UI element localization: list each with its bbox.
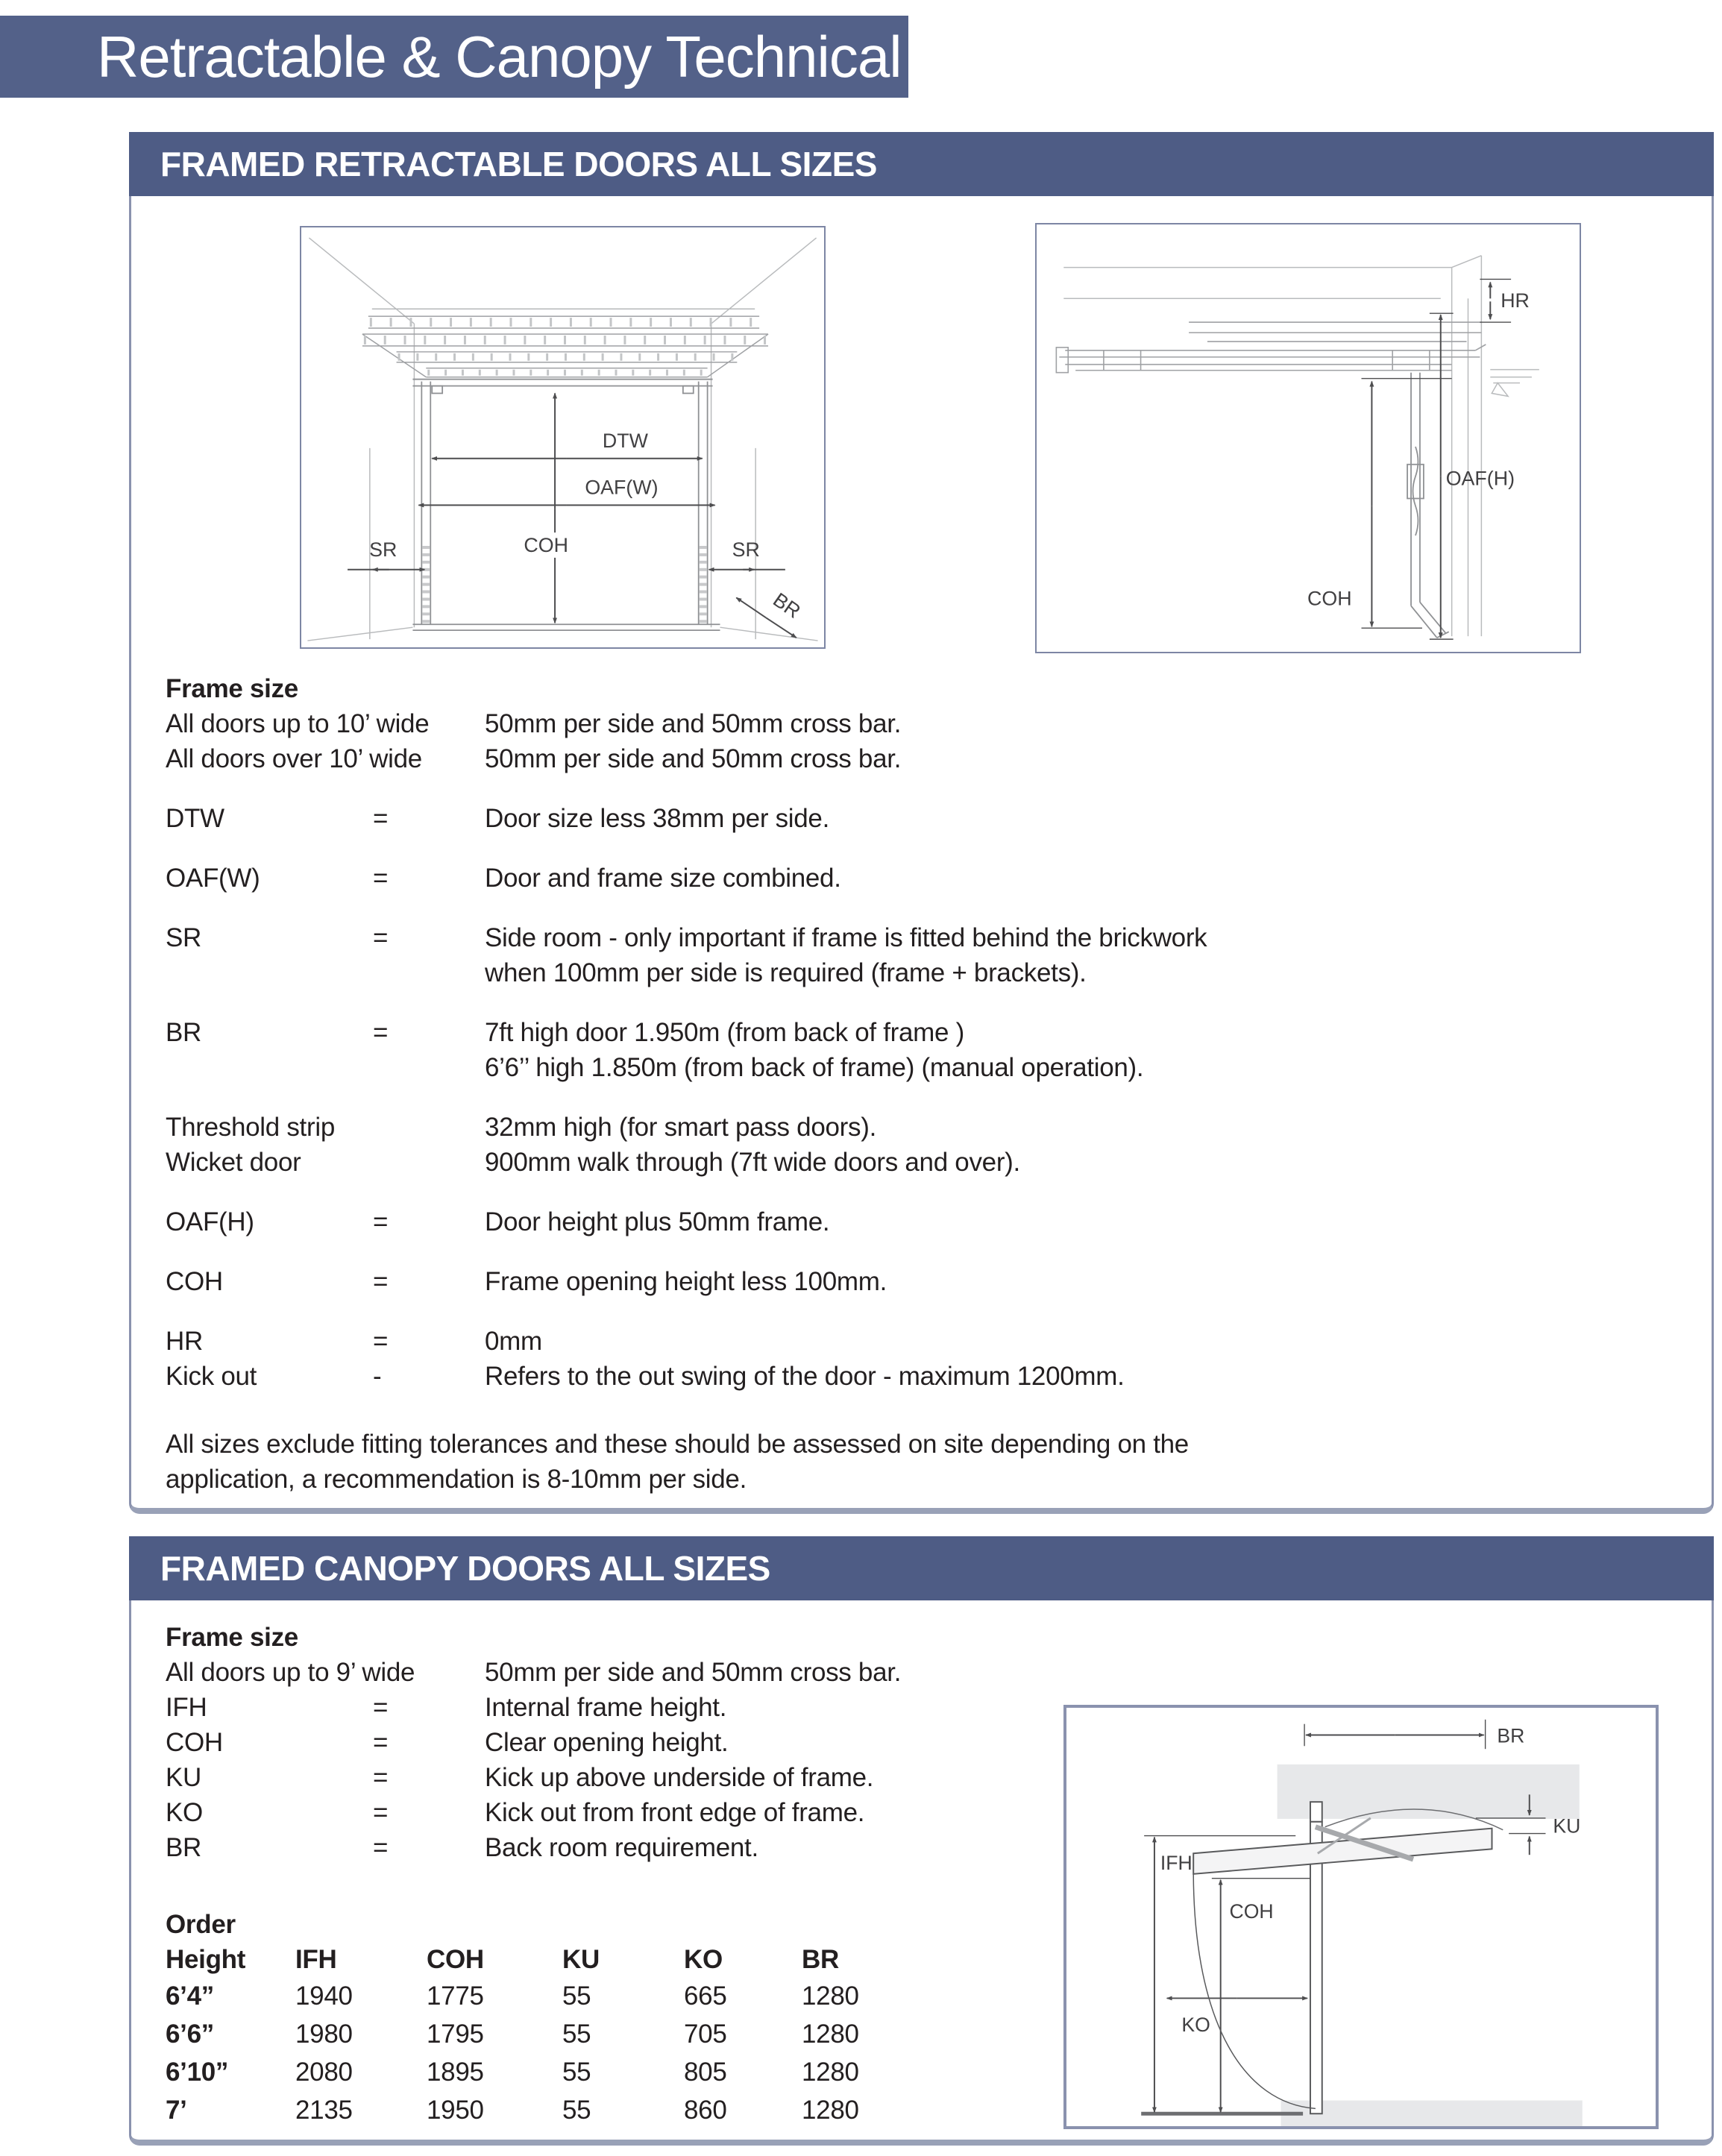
cell-br: 1280 (802, 2096, 859, 2125)
retractable-front-diagram (300, 226, 826, 649)
def-desc: Side room - only important if frame is fitted behind the brickwork (485, 923, 1207, 952)
row-height-label: 6’6” (166, 2020, 214, 2049)
canopy-section-header: FRAMED CANOPY DOORS ALL SIZES (129, 1536, 1714, 1600)
definition-group-sr (166, 920, 1627, 990)
cell-ifh: 1980 (295, 2020, 353, 2049)
def-eq: = (373, 923, 389, 952)
definition-row (166, 861, 1627, 896)
def-term: IFH (166, 1693, 207, 1722)
def-desc: Frame opening height less 100mm. (485, 1267, 887, 1296)
frame-size-row (166, 1655, 1053, 1690)
sr-right-label: SR (732, 538, 760, 561)
def-term: KU (166, 1763, 202, 1792)
definition-group-dtw (166, 801, 1627, 836)
retractable-side-diagram (1035, 223, 1581, 653)
coh-front-label: COH (524, 533, 568, 556)
order-table-header-row (166, 1907, 1053, 1977)
floor-block (1281, 2100, 1583, 2126)
def-eq: = (373, 1207, 389, 1236)
br-dimension (1304, 1720, 1486, 1749)
ifh-label: IFH (1160, 1851, 1192, 1874)
def-eq (373, 1145, 485, 1180)
row-height-label: 6’10” (166, 2058, 229, 2087)
def-eq: = (373, 864, 389, 893)
def-eq: = (373, 1833, 389, 1862)
def-term: Kick out (166, 1362, 257, 1391)
col-header-ko: KO (684, 1945, 723, 1974)
room-perspective-lines (307, 238, 817, 641)
definition-group-oafw (166, 861, 1627, 896)
frame-size-term: All doors up to 10’ wide (166, 709, 430, 738)
cell-ku: 55 (562, 2020, 591, 2049)
col-header-ifh: IFH (295, 1945, 337, 1974)
definition-group-br (166, 1015, 1627, 1085)
definition-row (166, 1204, 1627, 1239)
cell-ko: 705 (684, 2020, 727, 2049)
def-eq (373, 1110, 485, 1145)
track-assembly-side (1056, 322, 1486, 373)
def-eq: - (373, 1362, 382, 1391)
cell-ko: 805 (684, 2058, 727, 2087)
def-desc: Clear opening height. (485, 1728, 729, 1757)
page-title: Retractable & Canopy Technical (97, 23, 902, 89)
cell-br: 1280 (802, 2058, 859, 2087)
row-height-label: 6’4” (166, 1981, 214, 2011)
def-term: COH (166, 1728, 223, 1757)
definition-group-coh (166, 1264, 1627, 1299)
definition-row (166, 1795, 1053, 1830)
def-term: BR (166, 1018, 202, 1047)
def-term: COH (166, 1267, 223, 1296)
definition-row (166, 1015, 1627, 1050)
def-eq: = (373, 804, 389, 833)
def-term: Wicket door (166, 1148, 301, 1177)
coh-canopy-label: COH (1229, 1899, 1274, 1923)
order-height-table (166, 1907, 1053, 2129)
def-eq: = (373, 1693, 389, 1722)
table-row (166, 2091, 1053, 2129)
frame-size-row (166, 741, 1627, 776)
canopy-panel (129, 1536, 1714, 2146)
definition-row (166, 1050, 1627, 1085)
cell-ko: 665 (684, 1981, 727, 2011)
definition-row (166, 801, 1627, 836)
def-term: DTW (166, 804, 224, 833)
dimension-arrows-front (348, 393, 796, 638)
definition-row (166, 1145, 1627, 1180)
frame-size-desc: 50mm per side and 50mm cross bar. (485, 744, 902, 773)
frame-size-term: All doors over 10’ wide (166, 744, 422, 773)
def-term: SR (166, 923, 202, 952)
def-desc: 6’6’’ high 1.850m (from back of frame) (manual operation). (485, 1053, 1144, 1082)
cell-ku: 55 (562, 2058, 591, 2087)
def-eq: = (373, 1798, 389, 1827)
def-desc: Back room requirement. (485, 1833, 758, 1862)
cell-coh: 1775 (427, 1981, 484, 2011)
order-height-corner (166, 1907, 295, 1977)
def-eq: = (373, 1728, 389, 1757)
row-height-label: 7’ (166, 2096, 187, 2125)
definition-row (166, 1830, 1053, 1865)
table-row (166, 1977, 1053, 2015)
frame-size-desc: 50mm per side and 50mm cross bar. (485, 709, 902, 738)
cell-ku: 55 (562, 2096, 591, 2125)
cell-br: 1280 (802, 2020, 859, 2049)
def-term: OAF(H) (166, 1207, 254, 1236)
definition-group-threshold (166, 1110, 1627, 1180)
def-eq: = (373, 1327, 389, 1356)
ku-label: KU (1553, 1814, 1581, 1838)
ceiling-track-assembly (362, 309, 768, 377)
tolerance-note-line: application, a recommendation is 8-10mm per side. (166, 1465, 747, 1494)
def-term (166, 1050, 373, 1085)
definition-row (166, 1725, 1053, 1760)
col-header-br: BR (802, 1945, 839, 1974)
definition-row (166, 1264, 1627, 1299)
def-desc: Internal frame height. (485, 1693, 727, 1722)
def-term: HR (166, 1327, 203, 1356)
def-eq: = (373, 1267, 389, 1296)
tolerance-note-line: All sizes exclude fitting tolerances and these should be assessed on site depending on the (166, 1430, 1189, 1459)
def-desc: 900mm walk through (7ft wide doors and over). (485, 1148, 1020, 1177)
table-row (166, 2053, 1053, 2091)
hr-label: HR (1501, 289, 1530, 312)
oafw-label: OAF(W) (585, 476, 659, 499)
def-desc: Door size less 38mm per side. (485, 804, 830, 833)
definition-row (166, 1110, 1627, 1145)
page-title-bar (0, 16, 908, 98)
oafh-label: OAF(H) (1445, 467, 1515, 490)
canopy-side-diagram (1063, 1705, 1659, 2129)
retractable-panel-body (129, 196, 1714, 1514)
retractable-front-diagram-svg (301, 227, 824, 647)
def-desc: 50mm per side and 50mm cross bar. (485, 1658, 902, 1687)
frame-size-row (166, 706, 1627, 741)
br-label: BR (769, 588, 805, 623)
sr-left-label: SR (369, 538, 397, 561)
frame-size-heading: Frame size (166, 674, 298, 703)
def-term: All doors up to 9’ wide (166, 1658, 415, 1687)
corner-line: Order (166, 1910, 236, 1939)
col-header-ku: KU (562, 1945, 600, 1974)
def-desc: 7ft high door 1.950m (from back of frame ) (485, 1018, 964, 1047)
canopy-text-column (166, 1620, 1053, 2129)
retractable-text-column (166, 671, 1627, 1497)
def-desc: Door height plus 50mm frame. (485, 1207, 830, 1236)
col-header-coh: COH (427, 1945, 484, 1974)
definition-row (166, 1760, 1053, 1795)
dtw-label: DTW (602, 429, 648, 452)
coh-side-label: COH (1307, 587, 1352, 610)
cell-ifh: 2080 (295, 2058, 353, 2087)
tolerance-note (166, 1427, 1627, 1497)
cell-ifh: 2135 (295, 2096, 353, 2125)
definition-group-hr-kickout (166, 1324, 1627, 1394)
cell-coh: 1950 (427, 2096, 484, 2125)
corner-line: Height (166, 1945, 246, 1974)
cell-ku: 55 (562, 1981, 591, 2011)
def-desc: 0mm (485, 1327, 542, 1356)
definition-row (166, 1324, 1627, 1359)
definition-row (166, 1359, 1627, 1394)
cell-ifh: 1940 (295, 1981, 353, 2011)
cell-br: 1280 (802, 1981, 859, 2011)
def-term (166, 955, 373, 990)
def-term: KO (166, 1798, 203, 1827)
def-eq (373, 955, 485, 990)
def-term: BR (166, 1833, 202, 1862)
definition-group-oafh (166, 1204, 1627, 1239)
ko-label: KO (1181, 2013, 1210, 2036)
def-eq: = (373, 1018, 389, 1047)
def-desc: Door and frame size combined. (485, 864, 841, 893)
retractable-panel (129, 132, 1714, 1514)
def-eq (373, 1050, 485, 1085)
def-desc: Kick up above underside of frame. (485, 1763, 874, 1792)
br-canopy-label: BR (1497, 1724, 1525, 1747)
def-desc: Refers to the out swing of the door - maximum 1200mm. (485, 1362, 1125, 1391)
def-desc: when 100mm per side is required (frame + brackets). (485, 958, 1087, 987)
ifh-coh-ko-dimensions (1144, 1836, 1310, 2113)
definition-row (166, 920, 1627, 955)
dimension-arrows-side (1362, 279, 1512, 639)
retractable-section-header: FRAMED RETRACTABLE DOORS ALL SIZES (129, 132, 1714, 196)
canopy-panel-body (129, 1600, 1714, 2146)
cell-coh: 1895 (427, 2058, 484, 2087)
def-term: OAF(W) (166, 864, 260, 893)
retractable-side-diagram-svg (1037, 224, 1580, 652)
frame-size-heading: Frame size (166, 1623, 298, 1652)
cell-coh: 1795 (427, 2020, 484, 2049)
wall-lines-side (1063, 256, 1539, 636)
def-desc: 32mm high (for smart pass doors). (485, 1113, 876, 1142)
def-term: Threshold strip (166, 1113, 335, 1142)
table-row (166, 2015, 1053, 2053)
def-eq: = (373, 1763, 389, 1792)
def-desc: Kick out from front edge of frame. (485, 1798, 865, 1827)
cell-ko: 860 (684, 2096, 727, 2125)
door-side (1407, 373, 1449, 638)
definition-row (166, 955, 1627, 990)
canopy-side-diagram-svg (1066, 1708, 1656, 2126)
definition-row (166, 1690, 1053, 1725)
